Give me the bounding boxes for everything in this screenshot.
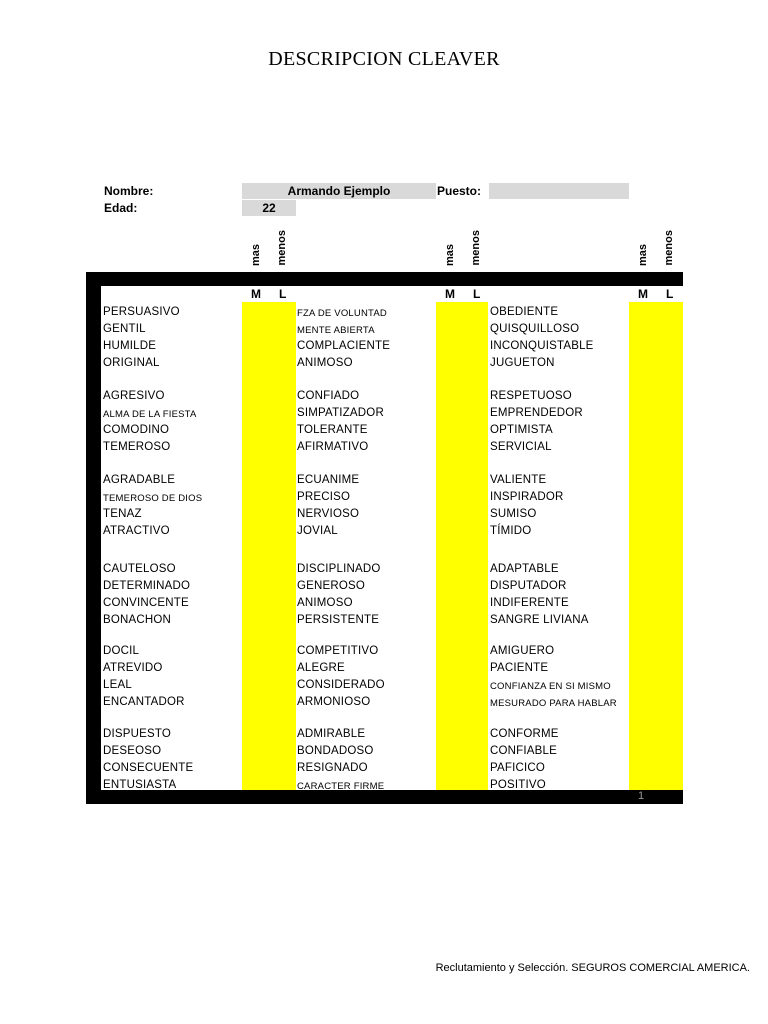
menos-header-1: menos <box>276 230 288 266</box>
trait-word: TÍMIDO <box>490 525 532 537</box>
trait-word: PERSUASIVO <box>103 306 180 318</box>
trait-word: ANIMOSO <box>297 597 353 609</box>
trait-word: CONFIANZA EN SI MISMO <box>490 681 611 692</box>
table-bottom-border <box>86 790 683 804</box>
trait-word: ALEGRE <box>297 662 345 674</box>
answer-column-3[interactable] <box>629 302 683 790</box>
trait-word: CARACTER FIRME <box>297 781 385 792</box>
trait-word: COMPETITIVO <box>297 645 379 657</box>
trait-word: INSPIRADOR <box>490 491 564 503</box>
trait-word: FZA DE VOLUNTAD <box>297 308 387 319</box>
trait-word: POSITIVO <box>490 779 546 791</box>
trait-word: VALIENTE <box>490 474 547 486</box>
trait-word: OBEDIENTE <box>490 306 559 318</box>
trait-word: ANIMOSO <box>297 357 353 369</box>
trait-word: TENAZ <box>103 508 142 520</box>
edad-label: Edad: <box>104 201 138 215</box>
trait-word: AFIRMATIVO <box>297 441 369 453</box>
trait-word: NERVIOSO <box>297 508 360 520</box>
trait-word: CONFORME <box>490 728 559 740</box>
trait-word: LEAL <box>103 679 132 691</box>
trait-word: AGRESIVO <box>103 390 165 402</box>
page-title: DESCRIPCION CLEAVER <box>268 48 500 70</box>
trait-word: DISPUESTO <box>103 728 172 740</box>
answer-column-2[interactable] <box>436 302 488 790</box>
l-header-2: L <box>473 287 481 301</box>
mas-header-2: mas <box>444 244 456 267</box>
trait-word: QUISQUILLOSO <box>490 323 580 335</box>
trait-word: CONFIABLE <box>490 745 557 757</box>
mas-header-1: mas <box>250 244 262 267</box>
trait-word: HUMILDE <box>103 340 157 352</box>
nombre-field[interactable]: Armando Ejemplo <box>242 183 436 199</box>
trait-word: PERSISTENTE <box>297 614 380 626</box>
trait-word: INCONQUISTABLE <box>490 340 594 352</box>
trait-word: ARMONIOSO <box>297 696 371 708</box>
table-left-border <box>86 286 101 790</box>
trait-word: ADAPTABLE <box>490 563 559 575</box>
trait-word: CONVINCENTE <box>103 597 189 609</box>
trait-word: PACIENTE <box>490 662 549 674</box>
trait-word: BONDADOSO <box>297 745 374 757</box>
footer-text: Reclutamiento y Selección. SEGUROS COMERCIAL AMERICA. <box>435 962 750 974</box>
page-number: 1 <box>638 790 645 802</box>
trait-word: CONSECUENTE <box>103 762 194 774</box>
trait-word: SANGRE LIVIANA <box>490 614 589 626</box>
trait-word: ENCANTADOR <box>103 696 185 708</box>
trait-word: DISPUTADOR <box>490 580 567 592</box>
trait-word: MESURADO PARA HABLAR <box>490 698 617 709</box>
trait-word: ORIGINAL <box>103 357 160 369</box>
trait-word: ATRACTIVO <box>103 525 170 537</box>
trait-word: SUMISO <box>490 508 537 520</box>
trait-word: DESEOSO <box>103 745 162 757</box>
trait-word: TEMEROSO <box>103 441 171 453</box>
menos-header-3: menos <box>663 230 675 266</box>
trait-word: ENTUSIASTA <box>103 779 177 791</box>
trait-word: CONSIDERADO <box>297 679 385 691</box>
trait-word: ECUANIME <box>297 474 360 486</box>
m-header-2: M <box>445 287 455 301</box>
m-header-1: M <box>251 287 261 301</box>
trait-word: ADMIRABLE <box>297 728 366 740</box>
trait-word: AMIGUERO <box>490 645 555 657</box>
trait-word: JOVIAL <box>297 525 338 537</box>
trait-word: COMPLACIENTE <box>297 340 391 352</box>
trait-word: OPTIMISTA <box>490 424 553 436</box>
table-top-border <box>86 272 683 286</box>
trait-word: DISCIPLINADO <box>297 563 381 575</box>
trait-word: GENEROSO <box>297 580 366 592</box>
answer-column-1[interactable] <box>242 302 296 790</box>
puesto-label: Puesto: <box>437 184 482 198</box>
trait-word: RESPETUOSO <box>490 390 572 402</box>
trait-word: CAUTELOSO <box>103 563 176 575</box>
trait-word: PAFICICO <box>490 762 546 774</box>
edad-field[interactable]: 22 <box>242 200 296 216</box>
trait-word: ATREVIDO <box>103 662 163 674</box>
trait-word: CONFIADO <box>297 390 360 402</box>
trait-word: AGRADABLE <box>103 474 176 486</box>
mas-header-3: mas <box>637 244 649 267</box>
trait-word: TEMEROSO DE DIOS <box>103 493 203 504</box>
trait-word: COMODINO <box>103 424 170 436</box>
m-header-3: M <box>638 287 648 301</box>
nombre-label: Nombre: <box>104 184 154 198</box>
trait-word: BONACHON <box>103 614 172 626</box>
trait-word: SIMPATIZADOR <box>297 407 384 419</box>
trait-word: ALMA DE LA FIESTA <box>103 409 197 420</box>
l-header-3: L <box>666 287 674 301</box>
trait-word: GENTIL <box>103 323 146 335</box>
l-header-1: L <box>279 287 287 301</box>
trait-word: JUGUETON <box>490 357 555 369</box>
menos-header-2: menos <box>470 230 482 266</box>
trait-word: EMPRENDEDOR <box>490 407 583 419</box>
trait-word: DETERMINADO <box>103 580 191 592</box>
trait-word: INDIFERENTE <box>490 597 569 609</box>
trait-word: TOLERANTE <box>297 424 368 436</box>
trait-word: SERVICIAL <box>490 441 552 453</box>
trait-word: MENTE ABIERTA <box>297 325 375 336</box>
trait-word: RESIGNADO <box>297 762 368 774</box>
puesto-field[interactable] <box>489 183 629 199</box>
trait-word: PRECISO <box>297 491 351 503</box>
trait-word: DOCIL <box>103 645 140 657</box>
